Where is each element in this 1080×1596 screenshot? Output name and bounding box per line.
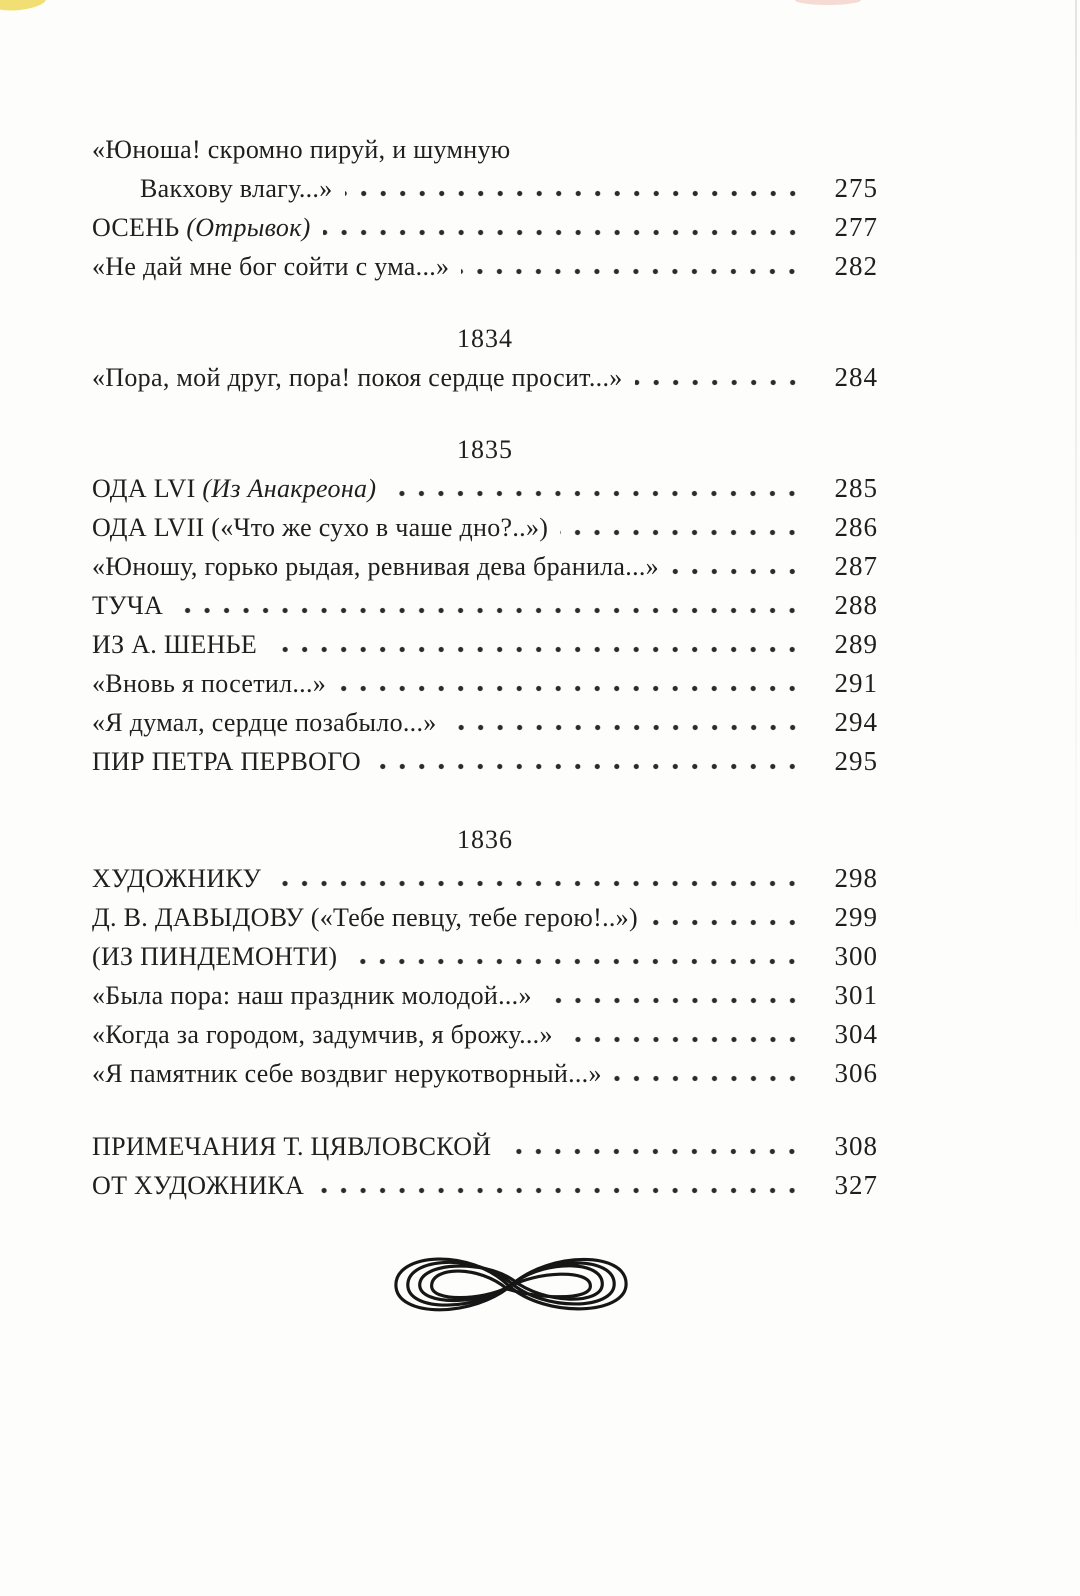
dot-leader (349, 958, 802, 965)
dot-leader (323, 229, 802, 236)
year-heading: 1834 (457, 324, 513, 353)
dot-leader (635, 379, 802, 386)
entry-title: Д. В. ДАВЫДОВУ («Тебе певцу, тебе герою!..») (92, 903, 638, 932)
entry-title: (ИЗ ПИНДЕМОНТИ) (92, 942, 338, 971)
entry-title: ОДА LVII («Что же сухо в чаше дно?..») (92, 513, 549, 542)
entry-title: «Юноша! скромно пируй, и шумную (92, 135, 511, 164)
entry-title: «Не дай мне бог сойти с ума...» (92, 252, 450, 281)
entry-page-number: 282 (834, 251, 878, 281)
entry-page-number: 306 (834, 1058, 878, 1088)
dot-leader (273, 880, 802, 887)
dot-leader (338, 685, 802, 692)
dot-leader (269, 646, 802, 653)
entry-title: «Пора, мой друг, пора! покоя сердце просит...» (92, 363, 623, 392)
toc-entry-row (92, 131, 878, 169)
dot-leader (503, 1148, 802, 1155)
entry-page-number: 301 (834, 980, 878, 1010)
dot-leader (175, 607, 802, 614)
entry-page-number: 285 (834, 473, 878, 503)
toc-entry-row (92, 547, 878, 586)
entry-title: «Юношу, горько рыдая, ревнивая дева бранила...» (92, 552, 659, 581)
entry-title: Вакхову влагу...» (140, 174, 333, 203)
backmatter-section (92, 1127, 878, 1205)
entry-page-number: 294 (834, 707, 878, 737)
entry-page-number: 308 (834, 1131, 878, 1161)
entry-page-number: 304 (834, 1019, 878, 1049)
dot-leader (373, 763, 802, 770)
toc-entry-row-continuation (92, 169, 878, 208)
entry-title-italic: (Из Анакреона) (202, 474, 377, 503)
dot-leader (671, 568, 802, 575)
entry-title: «Я думал, сердце позабыло...» (92, 708, 437, 737)
scan-smudge-yellow (0, 0, 47, 13)
toc-entry-row (92, 859, 878, 898)
entry-title: ПИР ПЕТРА ПЕРВОГО (92, 747, 361, 776)
entry-title: ХУДОЖНИКУ (92, 864, 262, 893)
entry-page-number: 284 (834, 362, 878, 392)
dot-leader (560, 529, 802, 536)
toc-entry-row (92, 208, 878, 247)
toc-entry-row (92, 1127, 878, 1166)
entry-page-number: 287 (834, 551, 878, 581)
toc-entry-row (92, 508, 878, 547)
dot-leader (316, 1187, 802, 1194)
entry-page-number: 299 (834, 902, 878, 932)
table-of-contents (92, 131, 878, 1331)
toc-entry-row (92, 625, 878, 664)
entry-page-number: 277 (834, 212, 878, 242)
entry-title-italic: (Отрывок) (186, 213, 311, 242)
entry-title: «Когда за городом, задумчив, я брожу...» (92, 1020, 553, 1049)
dot-leader (461, 268, 802, 275)
entry-page-number: 289 (834, 629, 878, 659)
toc-entry-row (92, 976, 878, 1015)
toc-entry-row (92, 469, 878, 508)
entry-title: ПРИМЕЧАНИЯ Т. ЦЯВЛОВСКОЙ (92, 1132, 492, 1161)
toc-entry-row (92, 1015, 878, 1054)
toc-entry-row (92, 247, 878, 286)
year-heading: 1836 (457, 825, 513, 854)
dot-leader (614, 1075, 802, 1082)
entry-title: «Вновь я посетил...» (92, 669, 327, 698)
entry-page-number: 327 (834, 1170, 878, 1200)
entry-page-number: 288 (834, 590, 878, 620)
entry-title: ОСЕНЬ (92, 213, 187, 242)
infinity-knot-flourish-icon (382, 1235, 640, 1331)
entry-title: ИЗ А. ШЕНЬЕ (92, 630, 258, 659)
entry-title: «Была пора: наш праздник молодой...» (92, 981, 532, 1010)
entry-page-number: 286 (834, 512, 878, 542)
dot-leader (544, 997, 802, 1004)
toc-entry-row (92, 358, 878, 397)
page-edge-shadow (1075, 0, 1077, 990)
dot-leader (388, 490, 802, 497)
toc-entry-row (92, 937, 878, 976)
dot-leader (345, 190, 802, 197)
entry-page-number: 295 (834, 746, 878, 776)
toc-entry-row (92, 898, 878, 937)
entry-title: «Я памятник себе воздвиг нерукотворный...» (92, 1059, 602, 1088)
entry-page-number: 300 (834, 941, 878, 971)
toc-entry-row (92, 1166, 878, 1205)
toc-entry-row (92, 586, 878, 625)
entry-title: ТУЧА (92, 591, 164, 620)
toc-entry-row (92, 1054, 878, 1093)
year-heading: 1835 (457, 435, 513, 464)
entry-page-number: 275 (834, 173, 878, 203)
toc-entry-row (92, 742, 878, 781)
dot-leader (565, 1036, 802, 1043)
toc-entry-row (92, 664, 878, 703)
entry-title: ОДА LVI (92, 474, 203, 503)
toc-entry-row (92, 703, 878, 742)
entry-title: ОТ ХУДОЖНИКА (92, 1171, 305, 1200)
entry-page-number: 298 (834, 863, 878, 893)
scan-smudge-pink (795, 0, 861, 5)
dot-leader (449, 724, 802, 731)
entry-page-number: 291 (834, 668, 878, 698)
dot-leader (650, 919, 802, 926)
